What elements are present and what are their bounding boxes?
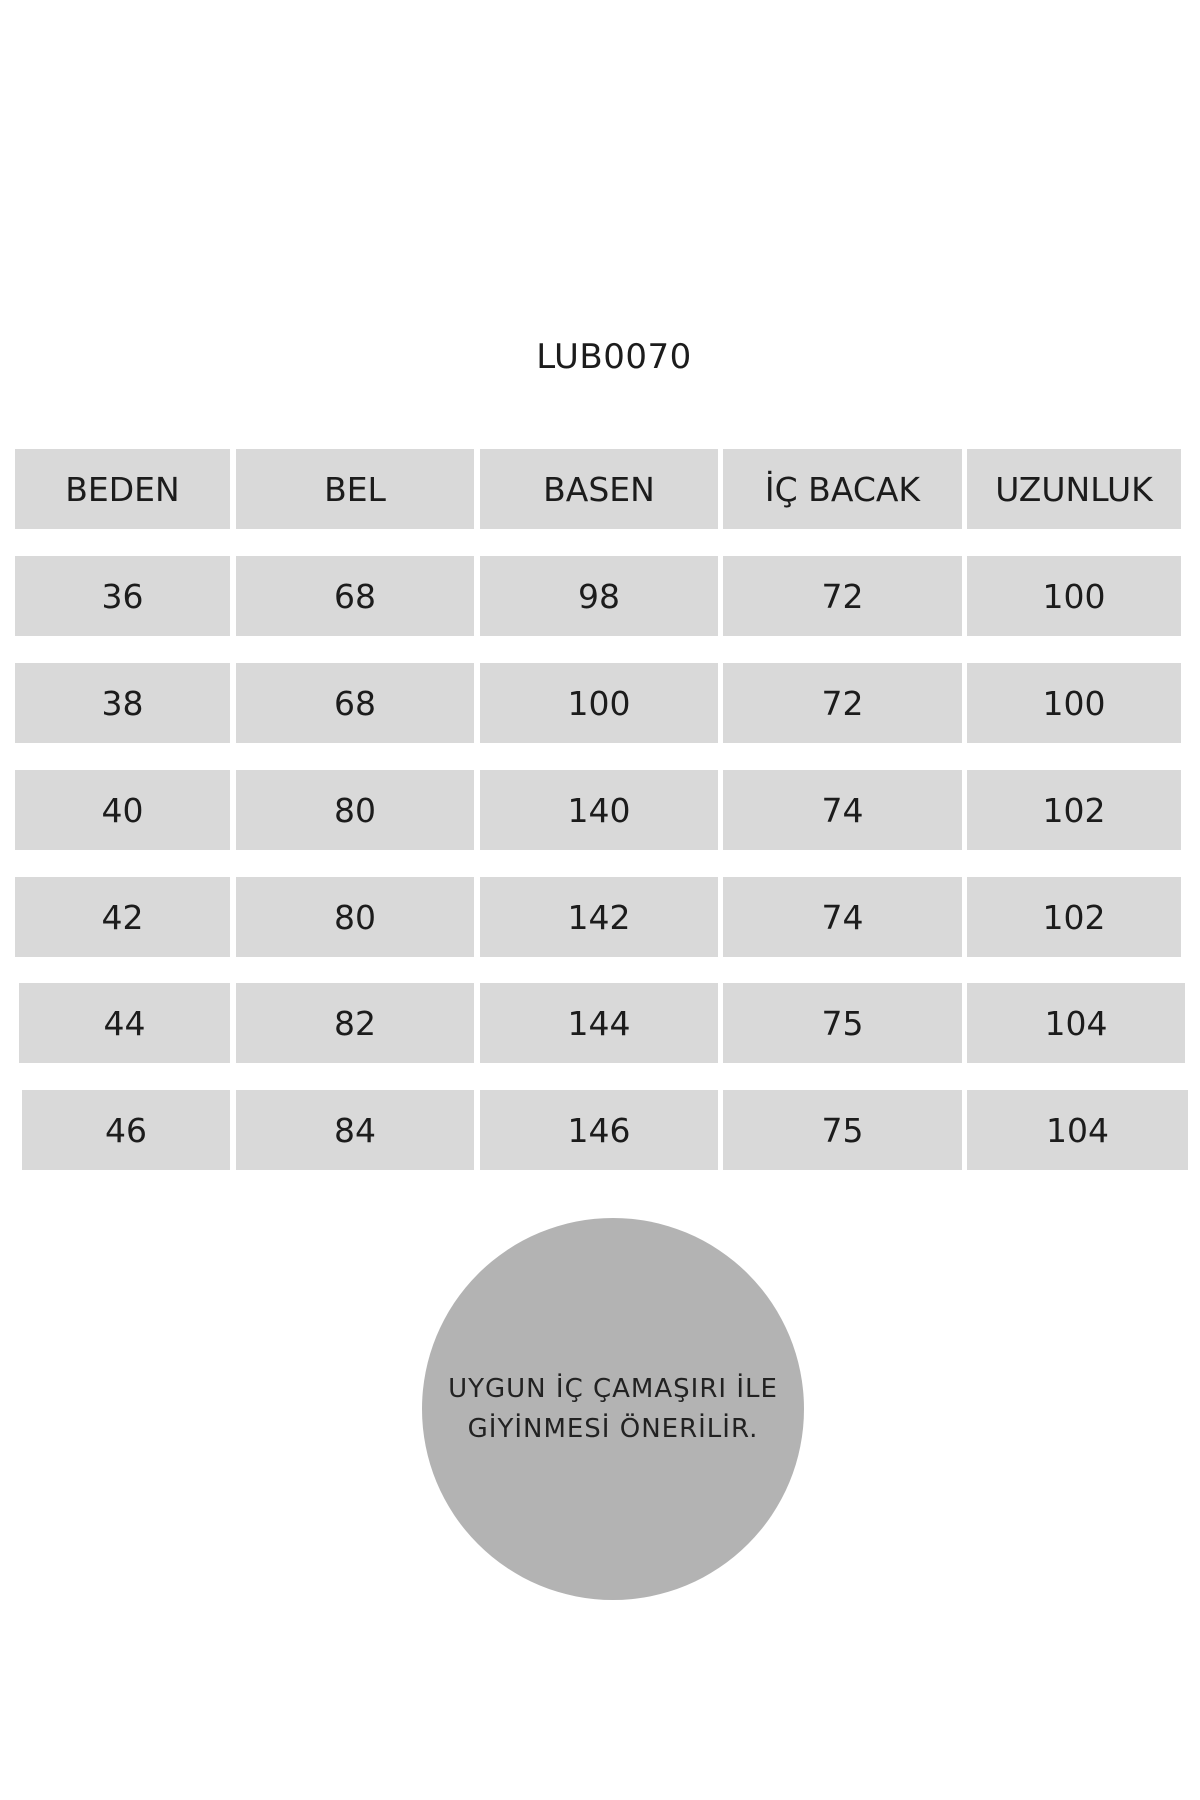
cell-bel: 68 (236, 663, 474, 743)
table-header-row (0, 449, 1200, 529)
table-row (0, 1090, 1200, 1170)
header-cell-ic-bacak: İÇ BACAK (723, 449, 962, 529)
table-row (0, 877, 1200, 957)
cell-ic-bacak: 75 (723, 983, 962, 1063)
cell-beden: 38 (15, 663, 230, 743)
product-code: LUB0070 (536, 337, 692, 377)
note-line-2: GİYİNMESİ ÖNERİLİR. (467, 1414, 759, 1444)
cell-ic-bacak: 74 (723, 877, 962, 957)
cell-beden: 36 (15, 556, 230, 636)
cell-uzunluk: 100 (967, 663, 1181, 743)
note-line-1: UYGUN İÇ ÇAMAŞIRI İLE (448, 1374, 778, 1404)
cell-ic-bacak: 72 (723, 556, 962, 636)
table-row (0, 983, 1200, 1063)
cell-uzunluk: 102 (967, 770, 1181, 850)
cell-basen: 144 (480, 983, 718, 1063)
cell-bel: 68 (236, 556, 474, 636)
table-row (0, 663, 1200, 743)
cell-bel: 80 (236, 770, 474, 850)
cell-bel: 80 (236, 877, 474, 957)
cell-ic-bacak: 72 (723, 663, 962, 743)
cell-beden: 46 (22, 1090, 230, 1170)
cell-bel: 84 (236, 1090, 474, 1170)
cell-basen: 142 (480, 877, 718, 957)
table-row (0, 770, 1200, 850)
cell-uzunluk: 102 (967, 877, 1181, 957)
header-cell-basen: BASEN (480, 449, 718, 529)
cell-beden: 42 (15, 877, 230, 957)
cell-uzunluk: 100 (967, 556, 1181, 636)
cell-beden: 40 (15, 770, 230, 850)
cell-basen: 98 (480, 556, 718, 636)
cell-uzunluk: 104 (967, 1090, 1188, 1170)
table-row (0, 556, 1200, 636)
cell-uzunluk: 104 (967, 983, 1185, 1063)
cell-ic-bacak: 74 (723, 770, 962, 850)
cell-basen: 140 (480, 770, 718, 850)
cell-basen: 146 (480, 1090, 718, 1170)
cell-ic-bacak: 75 (723, 1090, 962, 1170)
note-circle (422, 1218, 804, 1600)
cell-basen: 100 (480, 663, 718, 743)
header-cell-uzunluk: UZUNLUK (967, 449, 1181, 529)
header-cell-bel: BEL (236, 449, 474, 529)
header-cell-beden: BEDEN (15, 449, 230, 529)
cell-beden: 44 (19, 983, 230, 1063)
cell-bel: 82 (236, 983, 474, 1063)
